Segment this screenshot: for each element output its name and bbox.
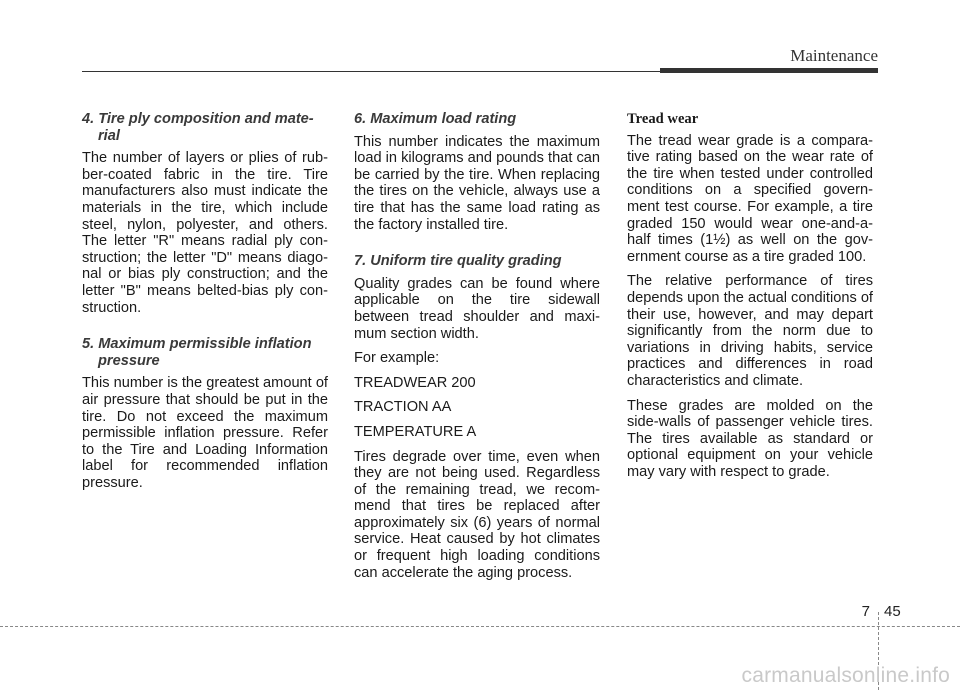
content-column-2 [354,111,600,589]
section-title: Maintenance [790,46,878,65]
paragraph-for-example: For example: [354,350,440,367]
watermark: carmanualsonline.info [741,664,950,687]
paragraph-ply-composition: The number of layers or plies of rub- ber-coated fabric in the tire. Tire manufacturers also must indicate the materials in the tire, which include steel, nylon, polyester, and others. The letter "R" means radial ply con- struction; the letter "D" means diago- nal or bias ply construction; and the letter "B" means belted-bias ply con- struction. [82,150,328,316]
paragraph-max-inflation: This number is the greatest amount of air pressure that should be put in the tire. Do not exceed the maximum permissible inflation pressure. Refer to the Tire and Loading Information label for recommended inflation pressure. [82,375,328,491]
heading-max-inflation: 5. Maximum permissible inflation pressure [82,336,312,369]
header-rule [82,71,662,72]
grade-traction: TRACTION AA [354,399,452,416]
content-column-1 [82,111,328,499]
footer-dashed-rule [0,626,960,627]
heading-ply-composition: 4. Tire ply composition and mate- rial [82,111,314,144]
grade-temperature: TEMPERATURE A [354,423,477,440]
grade-treadwear: TREADWEAR 200 [354,374,476,391]
chapter-number: 7 [861,603,870,620]
header-rule-accent [660,68,878,73]
page-number: 45 [884,603,901,620]
paragraph-grades-molded: These grades are molded on the side-walls of passenger vehicle tires. The tires available as standard or optional equipment on your vehicle may vary with respect to grade. [627,397,873,480]
heading-max-load: 6. Maximum load rating [354,111,517,127]
paragraph-max-load: This number indicates the maximum load in kilograms and pounds that can be carried by the tire. When replacing the tires on the vehicle, always use a tire that has the same load rating as the factory installed tire. [354,133,600,233]
heading-quality-grading: 7. Uniform tire quality grading [354,253,562,270]
paragraph-relative-performance: The relative performance of tires depends upon the actual conditions of their use, however, and may depart significantly from the norm due to variations in driving habits, service practices and differences in road characteristics and climate. [627,273,873,389]
content-column-3 [627,111,873,488]
heading-tread-wear: Tread wear [627,111,699,127]
paragraph-tire-aging: Tires degrade over time, even when they are not being used. Regardless of the remaining tread, we recom- mend that tires be replaced after approximately six (6) years of normal service. Heat caused by hot climates or frequent high loading conditions can accelerate the aging process. [354,448,600,581]
paragraph-tread-wear-grade: The tread wear grade is a compara- tive rating based on the wear rate of the tire when tested under controlled conditions on a specified govern- ment test course. For example, a tire graded 150 would wear one-and-a- half times (1½) as well on the gov- ernment course as a tire graded 100. [627,132,873,265]
paragraph-quality-grading: Quality grades can be found where applicable on the tire sidewall between tread shoulder and maxi- mum section width. [354,275,600,342]
